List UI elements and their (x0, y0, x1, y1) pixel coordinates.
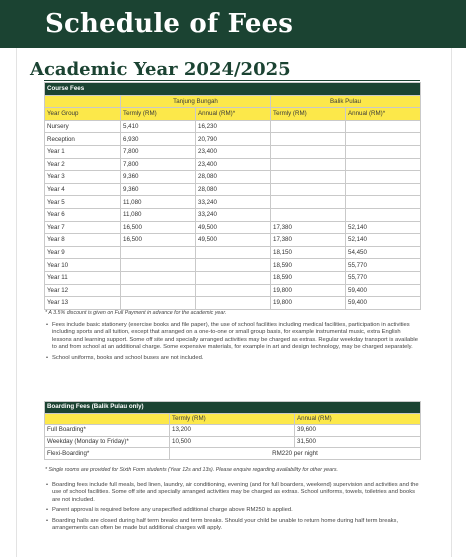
year-group-cell: Year 5 (45, 196, 121, 209)
table-row (45, 171, 421, 184)
bp-annual-cell (346, 120, 421, 133)
year-group-cell: Year 10 (45, 259, 121, 272)
table-row (45, 158, 421, 171)
tb-termly-cell (121, 284, 196, 297)
tb-termly-cell: 11,080 (121, 208, 196, 221)
year-group-cell: Nursery (45, 120, 121, 133)
table-row (45, 221, 421, 234)
tb-termly-cell: 7,800 (121, 158, 196, 171)
discount-note: * A 3.5% discount is given on Full Payment in advance for the academic year. (45, 310, 227, 316)
table-row (45, 196, 421, 209)
tb-annual-cell: 23,400 (196, 145, 271, 158)
tb-annual-cell: 16,230 (196, 120, 271, 133)
boarding-type: Full Boarding* (45, 425, 170, 437)
page-header (0, 0, 466, 48)
tb-termly-cell (121, 246, 196, 259)
table-row (45, 183, 421, 196)
bp-annual-cell: 54,450 (346, 246, 421, 259)
bp-termly-cell (271, 158, 346, 171)
table-row (45, 436, 421, 448)
tb-termly-cell (121, 259, 196, 272)
year-group-cell: Year 6 (45, 208, 121, 221)
col-bp-termly: Termly (RM) (271, 108, 346, 121)
course-fees-label: Course Fees (45, 83, 421, 96)
bp-termly-cell: 18,590 (271, 259, 346, 272)
tb-annual-cell: 33,240 (196, 196, 271, 209)
table-row (45, 133, 421, 146)
bp-termly-cell: 17,380 (271, 221, 346, 234)
tb-annual-cell: 23,400 (196, 158, 271, 171)
table-row (45, 297, 421, 310)
campus-tanjung-bungah: Tanjung Bungah (121, 95, 271, 108)
table-row (45, 234, 421, 247)
course-notes (45, 322, 419, 365)
tb-termly-cell: 7,800 (121, 145, 196, 158)
year-group-cell: Year 3 (45, 171, 121, 184)
tb-annual-cell (196, 284, 271, 297)
bp-annual-cell (346, 145, 421, 158)
bp-annual-cell: 52,140 (346, 234, 421, 247)
tb-annual-cell (196, 246, 271, 259)
boarding-fees-label: Boarding Fees (Balik Pulau only) (45, 402, 421, 414)
boarding-fees-table (44, 401, 421, 460)
bp-termly-cell: 19,800 (271, 284, 346, 297)
bp-annual-cell: 52,140 (346, 221, 421, 234)
note-item: • Boarding halls are closed during half term breaks and term breaks. Should your child be unable to return home during half term breaks, arrangements can often be made but additional charges will apply. (45, 518, 419, 533)
boarding-type: Weekday (Monday to Friday)* (45, 436, 170, 448)
note-item: • School uniforms, books and school buses are not included. (45, 355, 419, 362)
academic-year-heading: Academic Year 2024/2025 (30, 59, 291, 80)
table-row (45, 120, 421, 133)
table-row (45, 271, 421, 284)
tb-termly-cell: 5,410 (121, 120, 196, 133)
year-group-cell: Year 13 (45, 297, 121, 310)
tb-termly-cell: 6,930 (121, 133, 196, 146)
tb-annual-cell: 28,080 (196, 183, 271, 196)
bp-termly-cell (271, 145, 346, 158)
course-fees-table (44, 82, 421, 310)
page-title: Schedule of Fees (45, 9, 294, 39)
tb-termly-cell: 9,360 (121, 171, 196, 184)
bp-termly-cell (271, 171, 346, 184)
col-boarding-annual: Annual (RM) (295, 413, 421, 425)
note-item: • Boarding fees include full meals, bed linen, laundry, air conditioning, evening (and for full boarders, weekend) supervision and activities and the use of school facilities. Some off site and specially arranged activities may be charged as extras. School uniforms, towels, toiletries and books are not included. (45, 482, 419, 504)
year-group-cell: Year 11 (45, 271, 121, 284)
tb-termly-cell: 16,500 (121, 221, 196, 234)
tb-annual-cell: 28,080 (196, 171, 271, 184)
tb-termly-cell: 16,500 (121, 234, 196, 247)
year-group-cell: Year 1 (45, 145, 121, 158)
tb-termly-cell (121, 297, 196, 310)
bp-termly-cell: 18,590 (271, 271, 346, 284)
table-row (45, 284, 421, 297)
boarding-type: Flexi-Boarding* (45, 448, 170, 460)
tb-termly-cell: 11,080 (121, 196, 196, 209)
note-item: • Parent approval is required before any unspecified additional charge above RM250 is applied. (45, 507, 419, 514)
tb-annual-cell (196, 297, 271, 310)
year-group-cell: Year 7 (45, 221, 121, 234)
campus-balik-pulau: Balik Pulau (271, 95, 421, 108)
bp-termly-cell (271, 196, 346, 209)
col-tb-termly: Termly (RM) (121, 108, 196, 121)
boarding-annual: 39,600 (295, 425, 421, 437)
heading-divider (44, 80, 420, 81)
tb-annual-cell: 33,240 (196, 208, 271, 221)
bp-termly-cell: 17,380 (271, 234, 346, 247)
bp-annual-cell (346, 183, 421, 196)
tb-annual-cell (196, 259, 271, 272)
bp-annual-cell (346, 196, 421, 209)
table-row (45, 448, 421, 460)
bp-annual-cell (346, 133, 421, 146)
col-boarding-termly: Termly (RM) (170, 413, 295, 425)
boarding-termly: 10,500 (170, 436, 295, 448)
table-row (45, 259, 421, 272)
table-row (45, 145, 421, 158)
year-group-cell: Year 12 (45, 284, 121, 297)
bp-annual-cell: 55,770 (346, 259, 421, 272)
flexi-rate: RM220 per night (170, 448, 421, 460)
bp-termly-cell (271, 133, 346, 146)
note-item: • Fees include basic stationery (exercise books and file paper), the use of school facilities including medical facilities, participation in activities including sports and all tuition, except that arranged on a one-to-one or small group basis, for example instrumental music, extra English lessons and learning support. Some off site and specially arranged activities may be charged as extras. Regular weekday transport is available to and from school at an additional charge. Some expensive materials, for example in art and design technology, may be charged separately. (45, 322, 419, 352)
bp-annual-cell: 59,400 (346, 284, 421, 297)
col-bp-annual: Annual (RM)* (346, 108, 421, 121)
bp-annual-cell (346, 171, 421, 184)
year-group-cell: Year 2 (45, 158, 121, 171)
bp-annual-cell: 55,770 (346, 271, 421, 284)
bp-annual-cell: 59,400 (346, 297, 421, 310)
tb-annual-cell: 49,500 (196, 234, 271, 247)
single-room-note: * Single rooms are provided for Sixth Form students (Year 12s and 13s). Please enquire regarding availability for other years. (45, 467, 338, 473)
boarding-annual: 31,500 (295, 436, 421, 448)
tb-annual-cell: 49,500 (196, 221, 271, 234)
year-group-cell: Reception (45, 133, 121, 146)
tb-annual-cell (196, 271, 271, 284)
year-group-cell: Year 4 (45, 183, 121, 196)
bp-termly-cell: 19,800 (271, 297, 346, 310)
col-year-group: Year Group (45, 108, 121, 121)
boarding-termly: 13,200 (170, 425, 295, 437)
tb-annual-cell: 20,790 (196, 133, 271, 146)
bp-termly-cell (271, 208, 346, 221)
bp-termly-cell: 18,150 (271, 246, 346, 259)
year-group-cell: Year 8 (45, 234, 121, 247)
table-row (45, 246, 421, 259)
tb-termly-cell (121, 271, 196, 284)
table-row (45, 425, 421, 437)
table-row (45, 208, 421, 221)
bp-annual-cell (346, 208, 421, 221)
bp-termly-cell (271, 120, 346, 133)
col-tb-annual: Annual (RM)* (196, 108, 271, 121)
bp-annual-cell (346, 158, 421, 171)
year-group-cell: Year 9 (45, 246, 121, 259)
tb-termly-cell: 9,360 (121, 183, 196, 196)
bp-termly-cell (271, 183, 346, 196)
boarding-notes (45, 482, 419, 535)
